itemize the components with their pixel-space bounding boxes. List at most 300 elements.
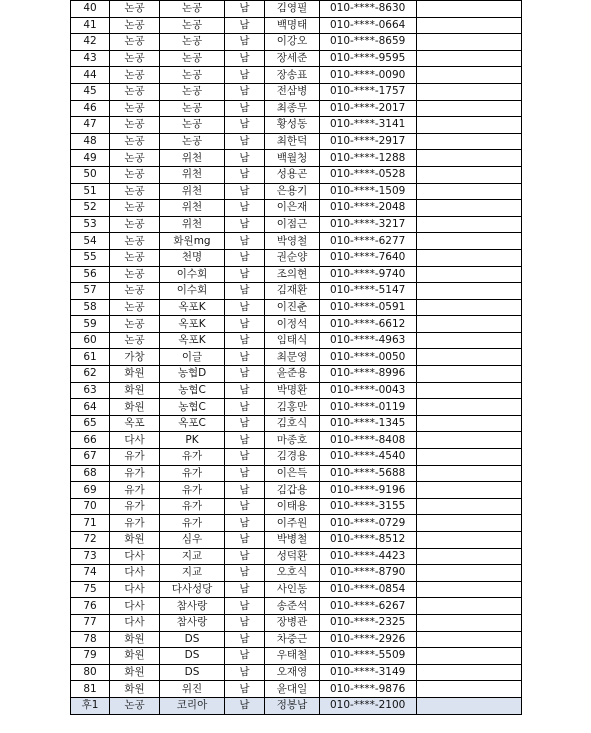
cell-site: 유가 <box>160 498 225 515</box>
table-row <box>71 50 522 67</box>
cell-name: 최한덕 <box>265 133 320 150</box>
cell-note <box>417 133 522 150</box>
cell-no: 46 <box>71 100 110 117</box>
cell-region: 논공 <box>110 697 160 714</box>
table-row <box>71 117 522 134</box>
cell-region: 다사 <box>110 432 160 449</box>
table-row <box>71 515 522 532</box>
table-row <box>71 183 522 200</box>
cell-no: 70 <box>71 498 110 515</box>
cell-note <box>417 565 522 582</box>
cell-phone: 010-****-5509 <box>320 648 417 665</box>
table-row <box>71 83 522 100</box>
cell-phone: 010-****-8996 <box>320 366 417 383</box>
cell-name: 오호식 <box>265 565 320 582</box>
cell-site: 이수회 <box>160 266 225 283</box>
cell-name: 박병철 <box>265 532 320 549</box>
cell-note <box>417 266 522 283</box>
cell-no: 43 <box>71 50 110 67</box>
table-row <box>71 565 522 582</box>
cell-phone: 010-****-6267 <box>320 598 417 615</box>
cell-region: 논공 <box>110 299 160 316</box>
cell-phone: 010-****-3141 <box>320 117 417 134</box>
cell-note <box>417 449 522 466</box>
cell-note <box>417 233 522 250</box>
cell-gender: 남 <box>225 382 265 399</box>
cell-gender: 남 <box>225 299 265 316</box>
cell-no: 74 <box>71 565 110 582</box>
cell-gender: 남 <box>225 648 265 665</box>
cell-name: 이은재 <box>265 200 320 217</box>
cell-site: 옥포K <box>160 299 225 316</box>
cell-phone: 010-****-0664 <box>320 17 417 34</box>
cell-gender: 남 <box>225 532 265 549</box>
cell-site: 논공 <box>160 1 225 18</box>
cell-region: 논공 <box>110 83 160 100</box>
cell-phone: 010-****-6612 <box>320 316 417 333</box>
cell-region: 논공 <box>110 100 160 117</box>
cell-phone: 010-****-3155 <box>320 498 417 515</box>
cell-name: 이진춘 <box>265 299 320 316</box>
cell-note <box>417 349 522 366</box>
cell-phone: 010-****-2325 <box>320 614 417 631</box>
cell-no: 57 <box>71 283 110 300</box>
cell-region: 화원 <box>110 648 160 665</box>
cell-gender: 남 <box>225 515 265 532</box>
cell-no: 59 <box>71 316 110 333</box>
cell-no: 40 <box>71 1 110 18</box>
cell-name: 백월청 <box>265 150 320 167</box>
cell-name: 김갑용 <box>265 482 320 499</box>
cell-note <box>417 532 522 549</box>
cell-note <box>417 631 522 648</box>
cell-note <box>417 283 522 300</box>
cell-phone: 010-****-6277 <box>320 233 417 250</box>
cell-name: 장병관 <box>265 614 320 631</box>
cell-gender: 남 <box>225 166 265 183</box>
cell-note <box>417 614 522 631</box>
cell-name: 마종호 <box>265 432 320 449</box>
cell-name: 이정석 <box>265 316 320 333</box>
cell-gender: 남 <box>225 100 265 117</box>
cell-name: 우태철 <box>265 648 320 665</box>
cell-no: 66 <box>71 432 110 449</box>
cell-site: 논공 <box>160 133 225 150</box>
cell-no: 48 <box>71 133 110 150</box>
cell-site: 유가 <box>160 449 225 466</box>
table-row <box>71 249 522 266</box>
cell-note <box>417 581 522 598</box>
cell-note <box>417 183 522 200</box>
cell-gender: 남 <box>225 117 265 134</box>
table-row <box>71 598 522 615</box>
cell-gender: 남 <box>225 498 265 515</box>
cell-site: 이수회 <box>160 283 225 300</box>
cell-region: 논공 <box>110 216 160 233</box>
cell-phone: 010-****-8630 <box>320 1 417 18</box>
cell-gender: 남 <box>225 1 265 18</box>
cell-site: 논공 <box>160 67 225 84</box>
cell-note <box>417 399 522 416</box>
cell-name: 윤대일 <box>265 681 320 698</box>
cell-gender: 남 <box>225 316 265 333</box>
cell-no: 75 <box>71 581 110 598</box>
cell-note <box>417 34 522 51</box>
cell-note <box>417 17 522 34</box>
cell-no: 60 <box>71 332 110 349</box>
cell-phone: 010-****-4963 <box>320 332 417 349</box>
cell-note <box>417 249 522 266</box>
cell-gender: 남 <box>225 432 265 449</box>
cell-no: 56 <box>71 266 110 283</box>
cell-phone: 010-****-1288 <box>320 150 417 167</box>
cell-name: 황성동 <box>265 117 320 134</box>
cell-name: 전삼병 <box>265 83 320 100</box>
cell-note <box>417 50 522 67</box>
cell-site: 지교 <box>160 565 225 582</box>
cell-name: 이주원 <box>265 515 320 532</box>
cell-name: 박영철 <box>265 233 320 250</box>
cell-gender: 남 <box>225 34 265 51</box>
table-row <box>71 216 522 233</box>
cell-site: 이글 <box>160 349 225 366</box>
cell-gender: 남 <box>225 565 265 582</box>
cell-phone: 010-****-3217 <box>320 216 417 233</box>
cell-site: 위천 <box>160 216 225 233</box>
cell-note <box>417 200 522 217</box>
table-row <box>71 664 522 681</box>
cell-note <box>417 67 522 84</box>
cell-region: 논공 <box>110 1 160 18</box>
cell-note <box>417 648 522 665</box>
cell-region: 다사 <box>110 548 160 565</box>
table-row <box>71 465 522 482</box>
cell-region: 유가 <box>110 498 160 515</box>
cell-no: 50 <box>71 166 110 183</box>
cell-note <box>417 332 522 349</box>
cell-note <box>417 1 522 18</box>
table-row <box>71 498 522 515</box>
table-row <box>71 366 522 383</box>
cell-name: 최문영 <box>265 349 320 366</box>
table-row <box>71 614 522 631</box>
table-row <box>71 34 522 51</box>
cell-site: 화원mg <box>160 233 225 250</box>
table-row <box>71 17 522 34</box>
cell-gender: 남 <box>225 332 265 349</box>
cell-note <box>417 548 522 565</box>
cell-name: 이강오 <box>265 34 320 51</box>
cell-gender: 남 <box>225 83 265 100</box>
cell-gender: 남 <box>225 399 265 416</box>
cell-region: 다사 <box>110 565 160 582</box>
cell-region: 논공 <box>110 50 160 67</box>
table-row <box>71 67 522 84</box>
cell-note <box>417 117 522 134</box>
cell-phone: 010-****-2048 <box>320 200 417 217</box>
cell-region: 논공 <box>110 200 160 217</box>
cell-no: 62 <box>71 366 110 383</box>
cell-gender: 남 <box>225 415 265 432</box>
cell-phone: 010-****-0050 <box>320 349 417 366</box>
cell-no: 53 <box>71 216 110 233</box>
cell-name: 이은득 <box>265 465 320 482</box>
cell-phone: 010-****-4540 <box>320 449 417 466</box>
cell-no: 42 <box>71 34 110 51</box>
cell-no: 52 <box>71 200 110 217</box>
cell-no: 77 <box>71 614 110 631</box>
cell-note <box>417 681 522 698</box>
cell-name: 장세준 <box>265 50 320 67</box>
table-row <box>71 449 522 466</box>
cell-region: 유가 <box>110 465 160 482</box>
cell-phone: 010-****-7640 <box>320 249 417 266</box>
cell-no: 69 <box>71 482 110 499</box>
cell-gender: 남 <box>225 216 265 233</box>
cell-name: 차중근 <box>265 631 320 648</box>
table-row <box>71 1 522 18</box>
cell-name: 김홍만 <box>265 399 320 416</box>
cell-region: 논공 <box>110 283 160 300</box>
cell-region: 다사 <box>110 581 160 598</box>
cell-gender: 남 <box>225 614 265 631</box>
cell-site: 참사랑 <box>160 614 225 631</box>
cell-phone: 010-****-0043 <box>320 382 417 399</box>
cell-gender: 남 <box>225 266 265 283</box>
cell-phone: 010-****-9595 <box>320 50 417 67</box>
cell-site: 유가 <box>160 465 225 482</box>
cell-region: 다사 <box>110 598 160 615</box>
cell-site: 다사성당 <box>160 581 225 598</box>
cell-gender: 남 <box>225 349 265 366</box>
cell-site: 논공 <box>160 17 225 34</box>
cell-note <box>417 415 522 432</box>
cell-site: 논공 <box>160 34 225 51</box>
cell-site: 심우 <box>160 532 225 549</box>
cell-no: 61 <box>71 349 110 366</box>
table-row <box>71 482 522 499</box>
cell-name: 임태식 <box>265 332 320 349</box>
cell-gender: 남 <box>225 249 265 266</box>
table-row <box>71 382 522 399</box>
cell-note <box>417 166 522 183</box>
cell-gender: 남 <box>225 598 265 615</box>
cell-note <box>417 432 522 449</box>
cell-region: 논공 <box>110 133 160 150</box>
table-row <box>71 233 522 250</box>
cell-region: 논공 <box>110 233 160 250</box>
cell-name: 성덕환 <box>265 548 320 565</box>
cell-region: 화원 <box>110 631 160 648</box>
cell-site: 옥포K <box>160 316 225 333</box>
cell-phone: 010-****-0729 <box>320 515 417 532</box>
cell-gender: 남 <box>225 50 265 67</box>
cell-note <box>417 498 522 515</box>
cell-site: 위천 <box>160 150 225 167</box>
table-row <box>71 100 522 117</box>
cell-name: 김영필 <box>265 1 320 18</box>
cell-no: 51 <box>71 183 110 200</box>
cell-region: 논공 <box>110 266 160 283</box>
cell-site: DS <box>160 648 225 665</box>
cell-site: 유가 <box>160 482 225 499</box>
cell-region: 다사 <box>110 614 160 631</box>
cell-no: 73 <box>71 548 110 565</box>
cell-no: 47 <box>71 117 110 134</box>
cell-phone: 010-****-8659 <box>320 34 417 51</box>
table-body <box>71 1 522 715</box>
cell-phone: 010-****-4423 <box>320 548 417 565</box>
cell-site: DS <box>160 664 225 681</box>
cell-no: 65 <box>71 415 110 432</box>
cell-region: 유가 <box>110 482 160 499</box>
table-row <box>71 631 522 648</box>
cell-site: 천명 <box>160 249 225 266</box>
table-row <box>71 432 522 449</box>
cell-region: 화원 <box>110 664 160 681</box>
cell-name: 은용기 <box>265 183 320 200</box>
cell-phone: 010-****-0090 <box>320 67 417 84</box>
table-row <box>71 150 522 167</box>
cell-gender: 남 <box>225 449 265 466</box>
cell-no: 44 <box>71 67 110 84</box>
cell-region: 화원 <box>110 382 160 399</box>
cell-site: 지교 <box>160 548 225 565</box>
cell-no: 후1 <box>71 697 110 714</box>
cell-gender: 남 <box>225 465 265 482</box>
cell-gender: 남 <box>225 200 265 217</box>
cell-no: 49 <box>71 150 110 167</box>
cell-phone: 010-****-1509 <box>320 183 417 200</box>
cell-region: 논공 <box>110 17 160 34</box>
cell-no: 71 <box>71 515 110 532</box>
cell-name: 김재환 <box>265 283 320 300</box>
cell-phone: 010-****-5147 <box>320 283 417 300</box>
cell-name: 박명환 <box>265 382 320 399</box>
cell-site: 논공 <box>160 83 225 100</box>
cell-phone: 010-****-2917 <box>320 133 417 150</box>
cell-region: 논공 <box>110 249 160 266</box>
cell-site: 위진 <box>160 681 225 698</box>
table-row <box>71 681 522 698</box>
cell-note <box>417 150 522 167</box>
cell-gender: 남 <box>225 697 265 714</box>
cell-note <box>417 598 522 615</box>
cell-name: 조의현 <box>265 266 320 283</box>
cell-phone: 010-****-0854 <box>320 581 417 598</box>
cell-phone: 010-****-8408 <box>320 432 417 449</box>
cell-region: 논공 <box>110 166 160 183</box>
table-row <box>71 332 522 349</box>
cell-site: DS <box>160 631 225 648</box>
cell-gender: 남 <box>225 664 265 681</box>
cell-no: 45 <box>71 83 110 100</box>
cell-region: 화원 <box>110 366 160 383</box>
cell-phone: 010-****-5688 <box>320 465 417 482</box>
cell-site: 위천 <box>160 183 225 200</box>
table-row <box>71 200 522 217</box>
cell-region: 논공 <box>110 332 160 349</box>
cell-name: 성용곤 <box>265 166 320 183</box>
cell-name: 장송표 <box>265 67 320 84</box>
cell-phone: 010-****-2017 <box>320 100 417 117</box>
table-row <box>71 349 522 366</box>
roster-table <box>70 0 522 715</box>
table-row <box>71 166 522 183</box>
table-row <box>71 299 522 316</box>
cell-gender: 남 <box>225 581 265 598</box>
cell-gender: 남 <box>225 366 265 383</box>
cell-gender: 남 <box>225 133 265 150</box>
table-row <box>71 648 522 665</box>
cell-no: 58 <box>71 299 110 316</box>
cell-note <box>417 664 522 681</box>
cell-region: 유가 <box>110 515 160 532</box>
cell-gender: 남 <box>225 150 265 167</box>
cell-name: 김경용 <box>265 449 320 466</box>
cell-name: 김호식 <box>265 415 320 432</box>
table-row <box>71 316 522 333</box>
cell-name: 최종무 <box>265 100 320 117</box>
table-row <box>71 532 522 549</box>
cell-site: 농협C <box>160 399 225 416</box>
cell-no: 68 <box>71 465 110 482</box>
cell-site: 농협C <box>160 382 225 399</box>
cell-site: 논공 <box>160 50 225 67</box>
cell-no: 79 <box>71 648 110 665</box>
table-row <box>71 548 522 565</box>
cell-phone: 010-****-1757 <box>320 83 417 100</box>
cell-name: 백명태 <box>265 17 320 34</box>
table-row <box>71 581 522 598</box>
cell-no: 67 <box>71 449 110 466</box>
cell-phone: 010-****-2100 <box>320 697 417 714</box>
cell-no: 63 <box>71 382 110 399</box>
cell-gender: 남 <box>225 67 265 84</box>
cell-note <box>417 465 522 482</box>
cell-region: 화원 <box>110 532 160 549</box>
table-row <box>71 133 522 150</box>
cell-phone: 010-****-8790 <box>320 565 417 582</box>
cell-phone: 010-****-3149 <box>320 664 417 681</box>
cell-phone: 010-****-0119 <box>320 399 417 416</box>
cell-region: 유가 <box>110 449 160 466</box>
cell-phone: 010-****-9876 <box>320 681 417 698</box>
cell-note <box>417 382 522 399</box>
cell-phone: 010-****-0591 <box>320 299 417 316</box>
cell-name: 송준석 <box>265 598 320 615</box>
cell-region: 논공 <box>110 34 160 51</box>
cell-site: 옥포K <box>160 332 225 349</box>
cell-region: 화원 <box>110 681 160 698</box>
cell-note <box>417 100 522 117</box>
cell-site: PK <box>160 432 225 449</box>
cell-gender: 남 <box>225 631 265 648</box>
cell-gender: 남 <box>225 681 265 698</box>
cell-note <box>417 216 522 233</box>
cell-note <box>417 316 522 333</box>
cell-no: 41 <box>71 17 110 34</box>
cell-name: 이점근 <box>265 216 320 233</box>
cell-gender: 남 <box>225 183 265 200</box>
cell-gender: 남 <box>225 233 265 250</box>
cell-region: 가창 <box>110 349 160 366</box>
cell-no: 81 <box>71 681 110 698</box>
cell-site: 농협D <box>160 366 225 383</box>
table-row <box>71 399 522 416</box>
cell-phone: 010-****-0528 <box>320 166 417 183</box>
cell-phone: 010-****-9196 <box>320 482 417 499</box>
